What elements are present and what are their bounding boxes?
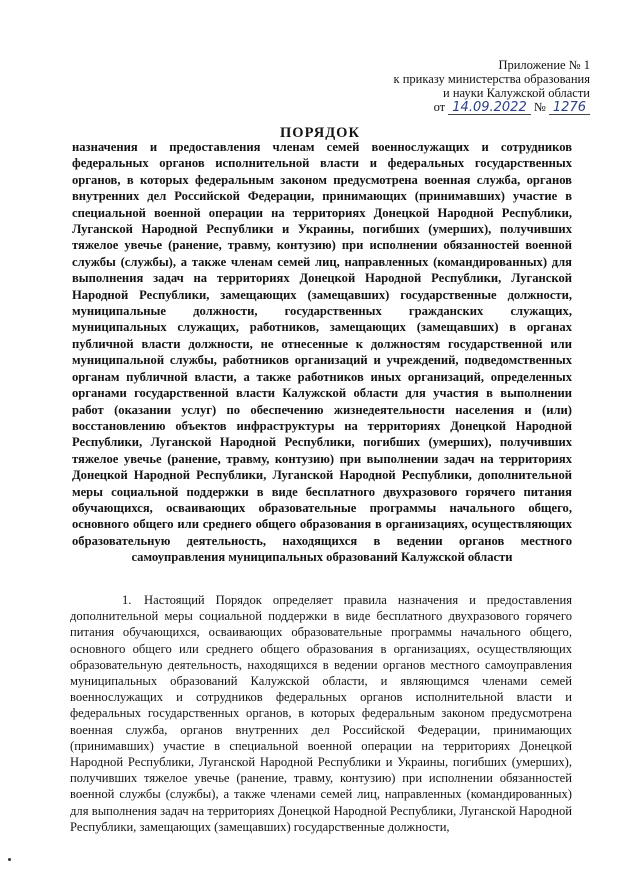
document-title: ПОРЯДОК: [280, 125, 360, 141]
appendix-block: [394, 58, 590, 115]
appendix-title: Приложение № 1: [498, 58, 590, 72]
handwritten-number: 1276: [549, 101, 590, 115]
handwritten-date: 14.09.2022: [448, 101, 530, 115]
scan-dot: [8, 858, 11, 861]
paragraph-1: 1. Настоящий Порядок определяет правила назначения и предоставления дополнительной меры социальной поддержки в виде бесплатного двухразового горячего питания обучающихся, осваивающих образовательные программы начального общего, основного общего или среднего общего образования в организациях, осуществляющих образовательную деятельность, находящихся в ведении органов местного самоуправления муниципальных образований Калужской области, и являющимся членами семей военнослужащих и сотрудников федеральных органов исполнительной власти и федеральных государственных органов, в которых федеральным законом предусмотрена военная служба, органов внутренних дел Российской Федерации, принимающих (принимавших) участие в специальной военной операции на территориях Донецкой Народной Республики, Луганской Народной Республики и Украины, погибших (умерших), получивших тяжелое увечье (ранение, травму, контузию) при исполнении обязанностей военной службы (службы), а также членами семей лиц, направленных (командированных) для выполнения задач на территориях Донецкой Народной Республики, Луганской Народной Республики, замещающих (замещавших) государственные должности,: [70, 593, 572, 834]
order-date-number: [394, 100, 590, 115]
document-heading: назначения и предоставления членам семей военнослужащих и сотрудников федеральных органов исполнительной власти и федеральных государственных органов, в которых федеральным законом предусмотрена военная служба, органов внутренних дел Российской Федерации, принимающих (принимавших) участие в специальной военной операции на территориях Донецкой Народной Республики, Луганской Народной Республики и Украины, погибших (умерших), получивших тяжелое увечье (ранение, травму, контузию) при исполнении обязанностей военной службы (службы), а также членам семей лиц, направленных (командированных) для выполнения задач на территориях Донецкой Народной Республики, Луганской Народной Республики, замещающих (замещавших) государственные должности, муниципальные должности, государственных гражданских служащих, муниципальных служащих, работников, замещающих (замещавших) в органах публичной власти должности, не отнесенные к должностям государственной или муниципальной службы, работников организаций и учреждений, подведомственных органам публичной власти, а также работников иных организаций, определенных органами государственной власти Калужской области для участия в выполнении работ (оказании услуг) по обеспечению жизнедеятельности населения и (или) восстановлению объектов инфраструктуры на территориях Донецкой Народной Республики, Луганской Народной Республики, погибших (умерших), получивших тяжелое увечье (ранение, травму, контузию) при выполнении задач на территориях Донецкой Народной Республики, Луганской Народной Республики, дополнительной меры социальной поддержки в виде бесплатного двухразового горячего питания обучающихся, осваивающих образовательные программы начального общего, основного общего или среднего общего образования в организациях, осуществляющих образовательную деятельность, находящихся в ведении органов местного самоуправления муниципальных образований Калужской области: [72, 140, 572, 565]
appendix-ministry: и науки Калужской области: [443, 86, 590, 100]
appendix-order-ref: к приказу министерства образования: [393, 72, 590, 86]
date-prefix: от: [433, 100, 446, 114]
number-prefix: №: [533, 100, 546, 114]
